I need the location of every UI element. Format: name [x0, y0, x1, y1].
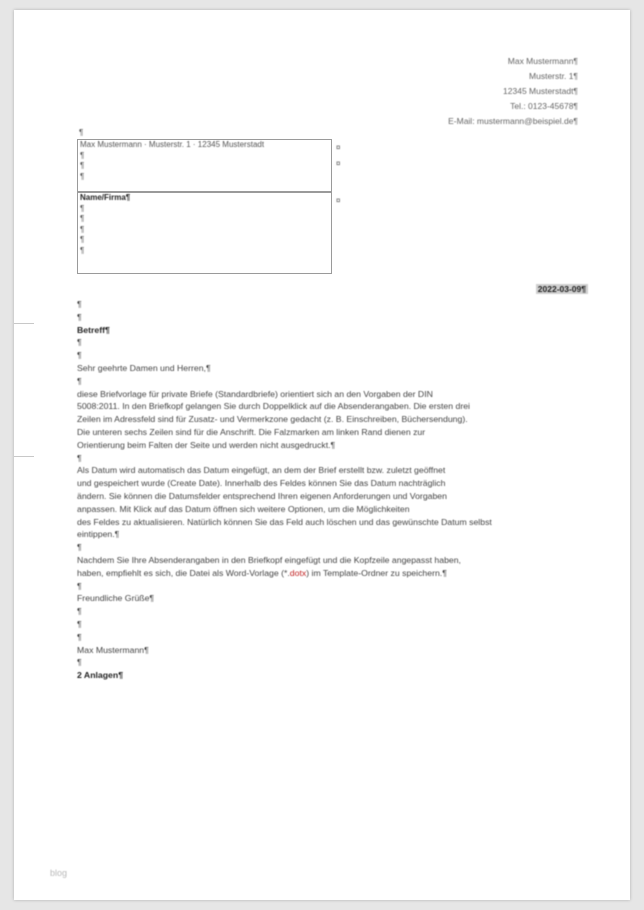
body-line: ¶ [77, 311, 82, 322]
body-line: eintippen.¶ [77, 529, 120, 540]
body-line: ¶ [77, 375, 82, 386]
body-line: ¶ [77, 657, 82, 668]
body-line: ¶ [77, 542, 82, 553]
body-line: Betreff¶ [77, 324, 110, 335]
sender-block [448, 54, 578, 129]
notes-row: ¶ [80, 171, 85, 181]
body-line: ¶ [77, 299, 82, 309]
sender-phone: Tel.: 0123-45678¶ [510, 101, 578, 111]
address-field-top-mark: ¶ [79, 128, 84, 137]
body-line: 2 Anlagen¶ [77, 670, 124, 681]
body-line: anpassen. Mit Klick auf das Datum öffnen sich weitere Optionen, um die Möglichkeiten [77, 503, 410, 514]
body-line: Nachdem Sie Ihre Absenderangaben in den Briefkopf eingefügt und die Kopfzeile angepasst haben, [77, 554, 461, 565]
notes-row: ¶ [80, 161, 85, 170]
sender-city: 12345 Musterstadt¶ [503, 86, 578, 96]
body-line: Freundliche Grüße¶ [77, 593, 155, 604]
recipient-name-label: Name/Firma¶ [80, 193, 131, 202]
body-line: Zeilen im Adressfeld sind für Zusatz- und Vermerkzone gedacht (z. B. Einschreiben, Büchersendung). [77, 414, 468, 425]
body-line [77, 567, 593, 580]
body-line: Orientierung beim Falten der Seite und werden nicht ausgedruckt.¶ [77, 439, 336, 450]
sender-email: E-Mail: mustermann@beispiel.de¶ [448, 116, 578, 126]
body-line: ändern. Sie können die Datumsfelder entsprechend Ihren eigenen Anforderungen und Vorgaben [77, 490, 447, 501]
body-line: Die unteren sechs Zeilen sind für die Anschrift. Die Falzmarken am linken Rand dienen zur [77, 426, 426, 437]
file-extension-highlight: dotx [289, 567, 307, 578]
watermark-note: blog [50, 868, 68, 878]
body-text-segment: haben, empfiehlt es sich, die Datei als Word-Vorlage (*. [77, 567, 290, 578]
body-line: ¶ [77, 631, 82, 642]
body-line: ¶ [77, 580, 82, 591]
body-line: Als Datum wird automatisch das Datum eingefügt, an dem der Brief erstellt bzw. zuletzt geöffnet [77, 465, 446, 476]
body-line: ¶ [77, 452, 82, 463]
body-line: und gespeichert wurde (Create Date). Innerhalb des Feldes können Sie das Datum nachträglich [77, 478, 446, 489]
sender-name: Max Mustermann¶ [507, 56, 578, 66]
return-address-line: Max Mustermann · Musterstr. 1 · 12345 Musterstadt [80, 140, 265, 149]
cell-end-mark: ¤ [336, 196, 341, 205]
date-field[interactable]: 2022-03-09¶ [537, 284, 586, 294]
body-line: ¶ [77, 350, 82, 361]
letter-body [77, 298, 593, 682]
recipient-row: ¶ [80, 203, 85, 213]
body-line: ¶ [77, 337, 82, 348]
punch-mark [14, 456, 34, 457]
address-field-notes-zone[interactable] [77, 139, 332, 192]
body-line: Max Mustermann¶ [77, 644, 149, 655]
body-line: ¶ [77, 618, 82, 629]
recipient-row: ¶ [80, 235, 85, 244]
body-text-segment: ) im Template-Ordner zu speichern.¶ [306, 567, 447, 578]
body-line: diese Briefvorlage für private Briefe (Standardbriefe) orientiert sich an den Vorgaben der DIN [77, 388, 433, 399]
body-line: ¶ [77, 606, 82, 617]
body-line: Sehr geehrte Damen und Herren,¶ [77, 362, 211, 373]
body-line: 5008:2011. In den Briefkopf gelangen Sie durch Doppelklick auf die Absenderangaben. Die ersten drei [77, 401, 470, 412]
cell-end-mark: ¤ [336, 143, 341, 152]
recipient-row: ¶ [80, 214, 85, 223]
address-field-recipient-zone[interactable] [77, 192, 332, 274]
cell-end-mark: ¤ [336, 159, 341, 168]
body-line: des Feldes zu aktualisieren. Natürlich können Sie das Feld auch löschen und das gewünschte Datum selbst [77, 516, 492, 527]
notes-row: ¶ [80, 150, 85, 160]
document-page [14, 10, 630, 900]
fold-mark-top [14, 323, 34, 324]
recipient-row: ¶ [80, 245, 85, 255]
sender-street: Musterstr. 1¶ [529, 71, 578, 81]
recipient-row: ¶ [80, 224, 85, 234]
